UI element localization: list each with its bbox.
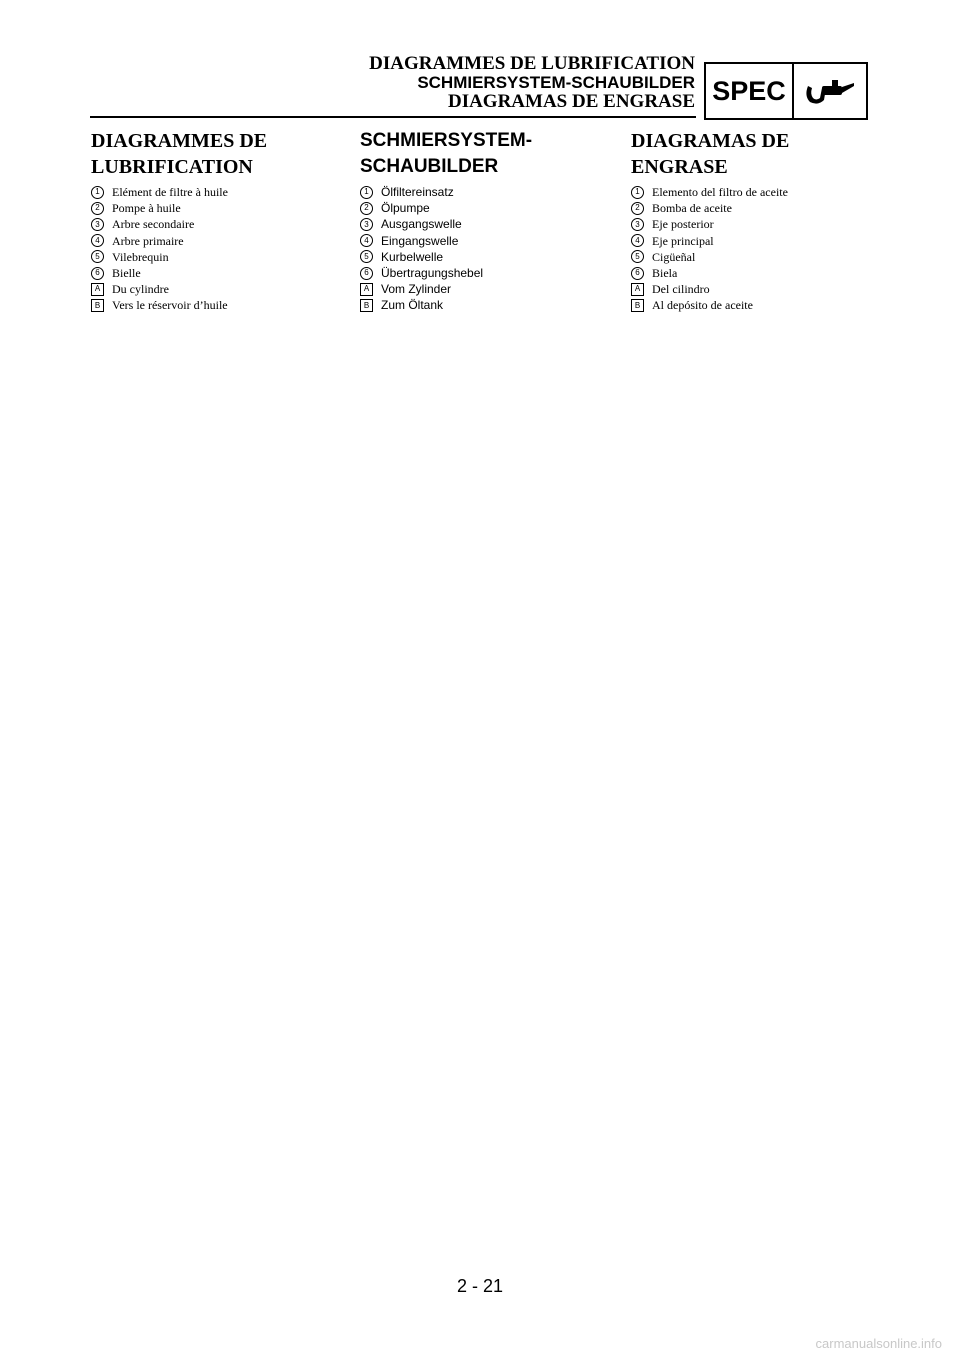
circled-number-marker: 4 — [91, 234, 104, 247]
spec-label: SPEC — [706, 64, 794, 118]
header-rule — [90, 116, 696, 118]
square-marker: A — [360, 283, 373, 296]
legend-item — [360, 297, 610, 313]
watermark: carmanualsonline.info — [815, 1336, 942, 1351]
circled-number-marker: 2 — [91, 202, 104, 215]
legend-item-text: Arbre primaire — [112, 233, 184, 248]
circled-number-marker: 6 — [91, 267, 104, 280]
legend-item-text: Ausgangswelle — [381, 217, 462, 232]
circled-number-marker: 4 — [360, 234, 373, 247]
legend-item — [91, 249, 341, 265]
legend-item-text: Eje principal — [652, 233, 714, 248]
square-marker: B — [360, 299, 373, 312]
page-number: 2 - 21 — [456, 1276, 504, 1296]
legend-list-de — [360, 184, 610, 314]
oil-can-icon — [794, 64, 866, 118]
legend-item-text: Elemento del filtro de aceite — [652, 185, 788, 199]
legend-item — [91, 281, 341, 297]
legend-item-text: Ölfiltereinsatz — [381, 185, 454, 199]
circled-number-marker: 3 — [360, 218, 373, 231]
legend-item — [631, 249, 881, 265]
legend-item — [631, 200, 881, 216]
header-title-fr: DIAGRAMMES DE LUBRIFICATION — [369, 53, 695, 74]
legend-item-text: Eingangswelle — [381, 233, 459, 248]
circled-number-marker: 5 — [91, 250, 104, 263]
legend-item-text: Cigüeñal — [652, 249, 696, 264]
section-title-line: SCHMIERSYSTEM- — [360, 130, 533, 151]
legend-item-text: Vers le réservoir d’huile — [112, 298, 228, 313]
circled-number-marker: 1 — [360, 186, 373, 199]
legend-item — [631, 265, 881, 281]
legend-item — [91, 200, 341, 216]
header-titles — [369, 54, 695, 111]
section-title-fr — [91, 128, 341, 180]
circled-number-marker: 3 — [631, 218, 644, 231]
legend-item — [360, 281, 610, 297]
circled-number-marker: 5 — [360, 250, 373, 263]
legend-item-text: Bomba de aceite — [652, 201, 732, 216]
circled-number-marker: 1 — [631, 186, 644, 199]
legend-item-text: Arbre secondaire — [112, 217, 195, 232]
legend-item — [91, 233, 341, 249]
section-title-line: SCHAUBILDER — [360, 156, 499, 177]
square-marker: B — [91, 299, 104, 312]
legend-item-text: Elément de filtre à huile — [112, 185, 228, 199]
circled-number-marker: 5 — [631, 250, 644, 263]
legend-item — [360, 265, 610, 281]
legend-item-text: Ölpumpe — [381, 201, 430, 216]
circled-number-marker: 2 — [631, 202, 644, 215]
circled-number-marker: 6 — [360, 267, 373, 280]
header-title-es: DIAGRAMAS DE ENGRASE — [447, 91, 695, 112]
circled-number-marker: 2 — [360, 202, 373, 215]
legend-item — [631, 233, 881, 249]
legend-item — [91, 216, 341, 232]
legend-item — [360, 233, 610, 249]
legend-item — [631, 216, 881, 232]
circled-number-marker: 1 — [91, 186, 104, 199]
section-title-de — [360, 128, 610, 180]
circled-number-marker: 4 — [631, 234, 644, 247]
square-marker: B — [631, 299, 644, 312]
legend-item — [360, 216, 610, 232]
legend-item-text: Zum Öltank — [381, 298, 444, 313]
legend-item-text: Al depósito de aceite — [652, 298, 753, 313]
section-title-line: LUBRIFICATION — [91, 156, 253, 178]
legend-item-text: Bielle — [112, 266, 141, 281]
legend-list-fr — [91, 184, 341, 314]
legend-item-text: Übertragungshebel — [381, 266, 484, 281]
legend-item — [91, 297, 341, 313]
legend-item — [631, 184, 881, 200]
legend-item-text: Pompe à huile — [112, 201, 181, 216]
legend-item-text: Del cilindro — [652, 282, 710, 297]
legend-item — [631, 297, 881, 313]
circled-number-marker: 6 — [631, 267, 644, 280]
legend-item — [360, 184, 610, 200]
column-french — [91, 128, 341, 314]
column-german — [360, 128, 610, 314]
legend-item-text: Biela — [652, 266, 678, 281]
legend-item-text: Kurbelwelle — [381, 249, 444, 264]
legend-item-text: Vilebrequin — [112, 249, 169, 264]
header-title-de: SCHMIERSYSTEM-SCHAUBILDER — [417, 73, 695, 92]
legend-item-text: Eje posterior — [652, 217, 714, 232]
legend-item — [91, 184, 341, 200]
legend-item-text: Vom Zylinder — [381, 282, 452, 297]
section-title-es — [631, 128, 881, 180]
legend-item-text: Du cylindre — [112, 282, 169, 297]
legend-item — [631, 281, 881, 297]
section-title-line: DIAGRAMMES DE — [91, 130, 268, 152]
legend-item — [360, 249, 610, 265]
square-marker: A — [91, 283, 104, 296]
section-title-line: DIAGRAMAS DE — [631, 130, 790, 152]
square-marker: A — [631, 283, 644, 296]
spec-badge — [704, 62, 868, 120]
section-title-line: ENGRASE — [631, 156, 728, 178]
legend-list-es — [631, 184, 881, 314]
legend-item — [360, 200, 610, 216]
circled-number-marker: 3 — [91, 218, 104, 231]
column-spanish — [631, 128, 881, 314]
legend-item — [91, 265, 341, 281]
